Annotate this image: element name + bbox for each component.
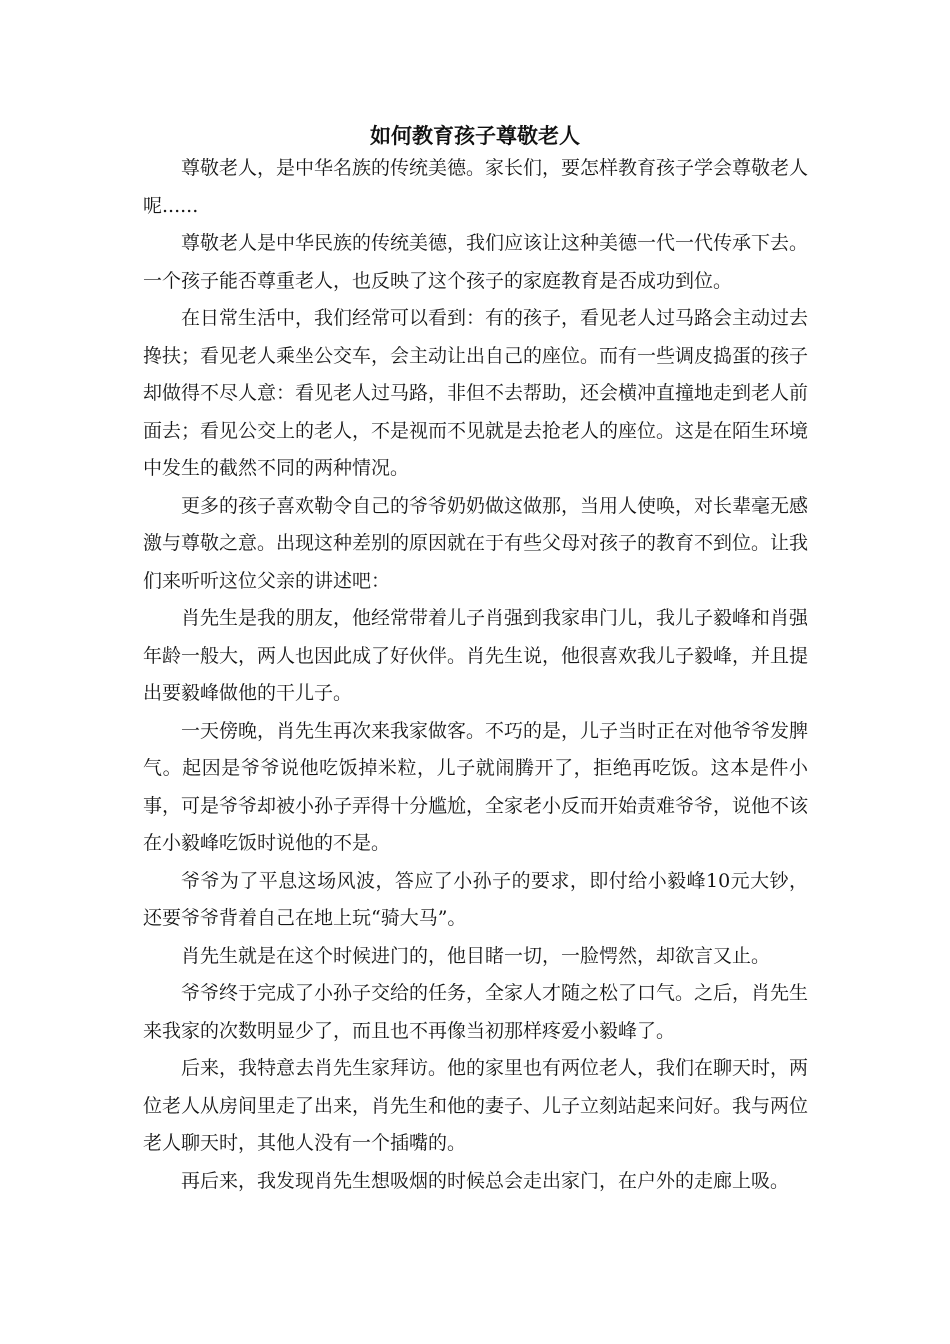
paragraph: 再后来，我发现肖先生想吸烟的时候总会走出家门，在户外的走廊上吸。: [181, 1169, 790, 1192]
paragraph: 后来，我特意去肖先生家拜访。他的家里也有两位老人，我们在聊天时，两位老人从房间里走了出来，肖先生和他的妻子、儿子立刻站起来问好。我与两位老人聊天时，其他人没有一个插嘴的。: [143, 1057, 809, 1154]
paragraph: 在日常生活中，我们经常可以看到：有的孩子，看见老人过马路会主动过去搀扶；看见老人乘坐公交车，会主动让出自己的座位。而有一些调皮捣蛋的孩子却做得不尽人意：看见老人过马路，非但不去帮助，还会横冲直撞地走到老人前面去；看见公交上的老人，不是视而不见就是去抢老人的座位。这是在陌生环境中发生的截然不同的两种情况。: [143, 307, 809, 479]
paragraph: 一天傍晚，肖先生再次来我家做客。不巧的是，儿子当时正在对他爷爷发脾气。起因是爷爷说他吃饭掉米粒，儿子就闹腾开了，拒绝再吃饭。这本是件小事，可是爷爷却被小孙子弄得十分尴尬，全家老小反而开始责难爷爷，说他不该在小毅峰吃饭时说他的不是。: [143, 719, 809, 854]
paragraph: 爷爷终于完成了小孙子交给的任务，全家人才随之松了口气。之后，肖先生来我家的次数明显少了，而且也不再像当初那样疼爱小毅峰了。: [143, 982, 809, 1042]
paragraph: 爷爷为了平息这场风波，答应了小孙子的要求，即付给小毅峰10元大钞，还要爷爷背着自己在地上玩“骑大马”。: [143, 869, 808, 929]
paragraph: 肖先生是我的朋友，他经常带着儿子肖强到我家串门儿，我儿子毅峰和肖强年龄一般大，两人也因此成了好伙伴。肖先生说，他很喜欢我儿子毅峰，并且提出要毅峰做他的干儿子。: [143, 607, 809, 704]
paragraph: 肖先生就是在这个时候进门的，他目睹一切，一脸愕然，却欲言又止。: [181, 944, 771, 967]
document-title: 如何教育孩子尊敬老人: [370, 123, 580, 148]
document-body: [143, 150, 808, 1200]
paragraph: 更多的孩子喜欢勒令自己的爷爷奶奶做这做那，当用人使唤，对长辈毫无感激与尊敬之意。出现这种差别的原因就在于有些父母对孩子的教育不到位。让我们来听听这位父亲的讲述吧：: [143, 494, 809, 592]
paragraph: 尊敬老人是中华民族的传统美德，我们应该让这种美德一代一代传承下去。一个孩子能否尊重老人，也反映了这个孩子的家庭教育是否成功到位。: [143, 232, 809, 292]
paragraph: 尊敬老人，是中华名族的传统美德。家长们，要怎样教育孩子学会尊敬老人呢......: [143, 157, 809, 217]
